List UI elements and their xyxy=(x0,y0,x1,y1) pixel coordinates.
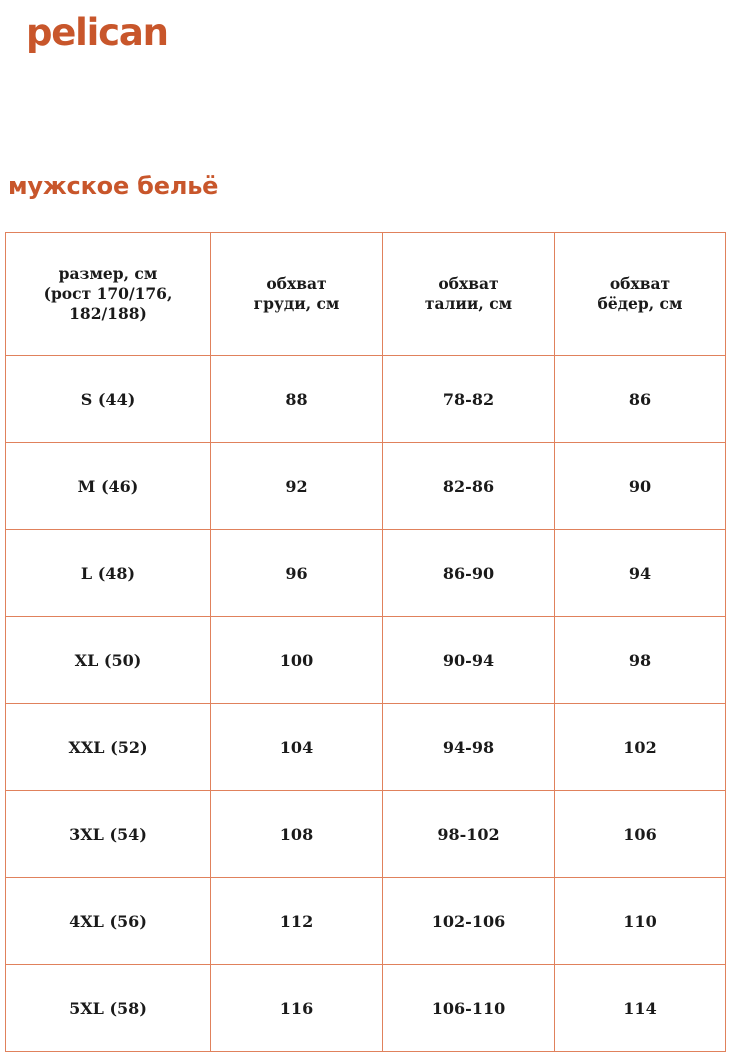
column-header-hips-line-1: обхват xyxy=(609,274,671,294)
table-row xyxy=(6,704,726,791)
column-header-size-line-3: 182/188) xyxy=(69,303,147,323)
cell-waist: 94-98 xyxy=(383,704,555,791)
cell-size: L (48) xyxy=(6,530,211,617)
cell-waist: 98-102 xyxy=(383,791,555,878)
cell-hips: 98 xyxy=(555,617,726,704)
cell-chest: 100 xyxy=(211,617,383,704)
cell-waist: 86-90 xyxy=(383,530,555,617)
cell-chest: 92 xyxy=(211,443,383,530)
table-row xyxy=(6,443,726,530)
page-title: мужское бельё xyxy=(8,172,219,200)
cell-chest: 112 xyxy=(211,878,383,965)
table-row xyxy=(6,617,726,704)
cell-chest: 108 xyxy=(211,791,383,878)
column-header-hips-line-2: бёдер, см xyxy=(597,294,683,313)
size-table-container xyxy=(5,232,725,1052)
column-header-chest-line-2: груди, см xyxy=(253,294,340,313)
cell-size: S (44) xyxy=(6,356,211,443)
column-header-size-line-1: размер, см xyxy=(58,264,158,284)
brand-logo: pelican xyxy=(26,11,168,54)
cell-hips: 86 xyxy=(555,356,726,443)
cell-size: 4XL (56) xyxy=(6,878,211,965)
table-head xyxy=(6,233,726,356)
cell-size: 5XL (58) xyxy=(6,965,211,1052)
cell-hips: 90 xyxy=(555,443,726,530)
column-header-waist-line-2: талии, см xyxy=(424,294,513,313)
cell-size: 3XL (54) xyxy=(6,791,211,878)
cell-hips: 94 xyxy=(555,530,726,617)
cell-chest: 88 xyxy=(211,356,383,443)
cell-chest: 96 xyxy=(211,530,383,617)
column-header-hips xyxy=(555,233,726,356)
table-row xyxy=(6,965,726,1052)
cell-waist: 102-106 xyxy=(383,878,555,965)
table-row xyxy=(6,878,726,965)
cell-hips: 114 xyxy=(555,965,726,1052)
cell-waist: 90-94 xyxy=(383,617,555,704)
column-header-waist xyxy=(383,233,555,356)
cell-waist: 106-110 xyxy=(383,965,555,1052)
table-row xyxy=(6,791,726,878)
cell-size: XXL (52) xyxy=(6,704,211,791)
table-row xyxy=(6,530,726,617)
cell-chest: 116 xyxy=(211,965,383,1052)
column-header-chest-line-1: обхват xyxy=(266,274,327,294)
column-header-chest xyxy=(211,233,383,356)
column-header-waist-line-1: обхват xyxy=(438,274,499,294)
cell-waist: 78-82 xyxy=(383,356,555,443)
cell-waist: 82-86 xyxy=(383,443,555,530)
table-row xyxy=(6,356,726,443)
column-header-size xyxy=(6,233,211,356)
cell-size: XL (50) xyxy=(6,617,211,704)
cell-hips: 102 xyxy=(555,704,726,791)
cell-hips: 106 xyxy=(555,791,726,878)
table-body xyxy=(6,356,726,1052)
table-header-row xyxy=(6,233,726,356)
size-table xyxy=(5,232,726,1052)
column-header-size-line-2: (рост 170/176, xyxy=(43,284,173,304)
cell-size: M (46) xyxy=(6,443,211,530)
cell-chest: 104 xyxy=(211,704,383,791)
cell-hips: 110 xyxy=(555,878,726,965)
